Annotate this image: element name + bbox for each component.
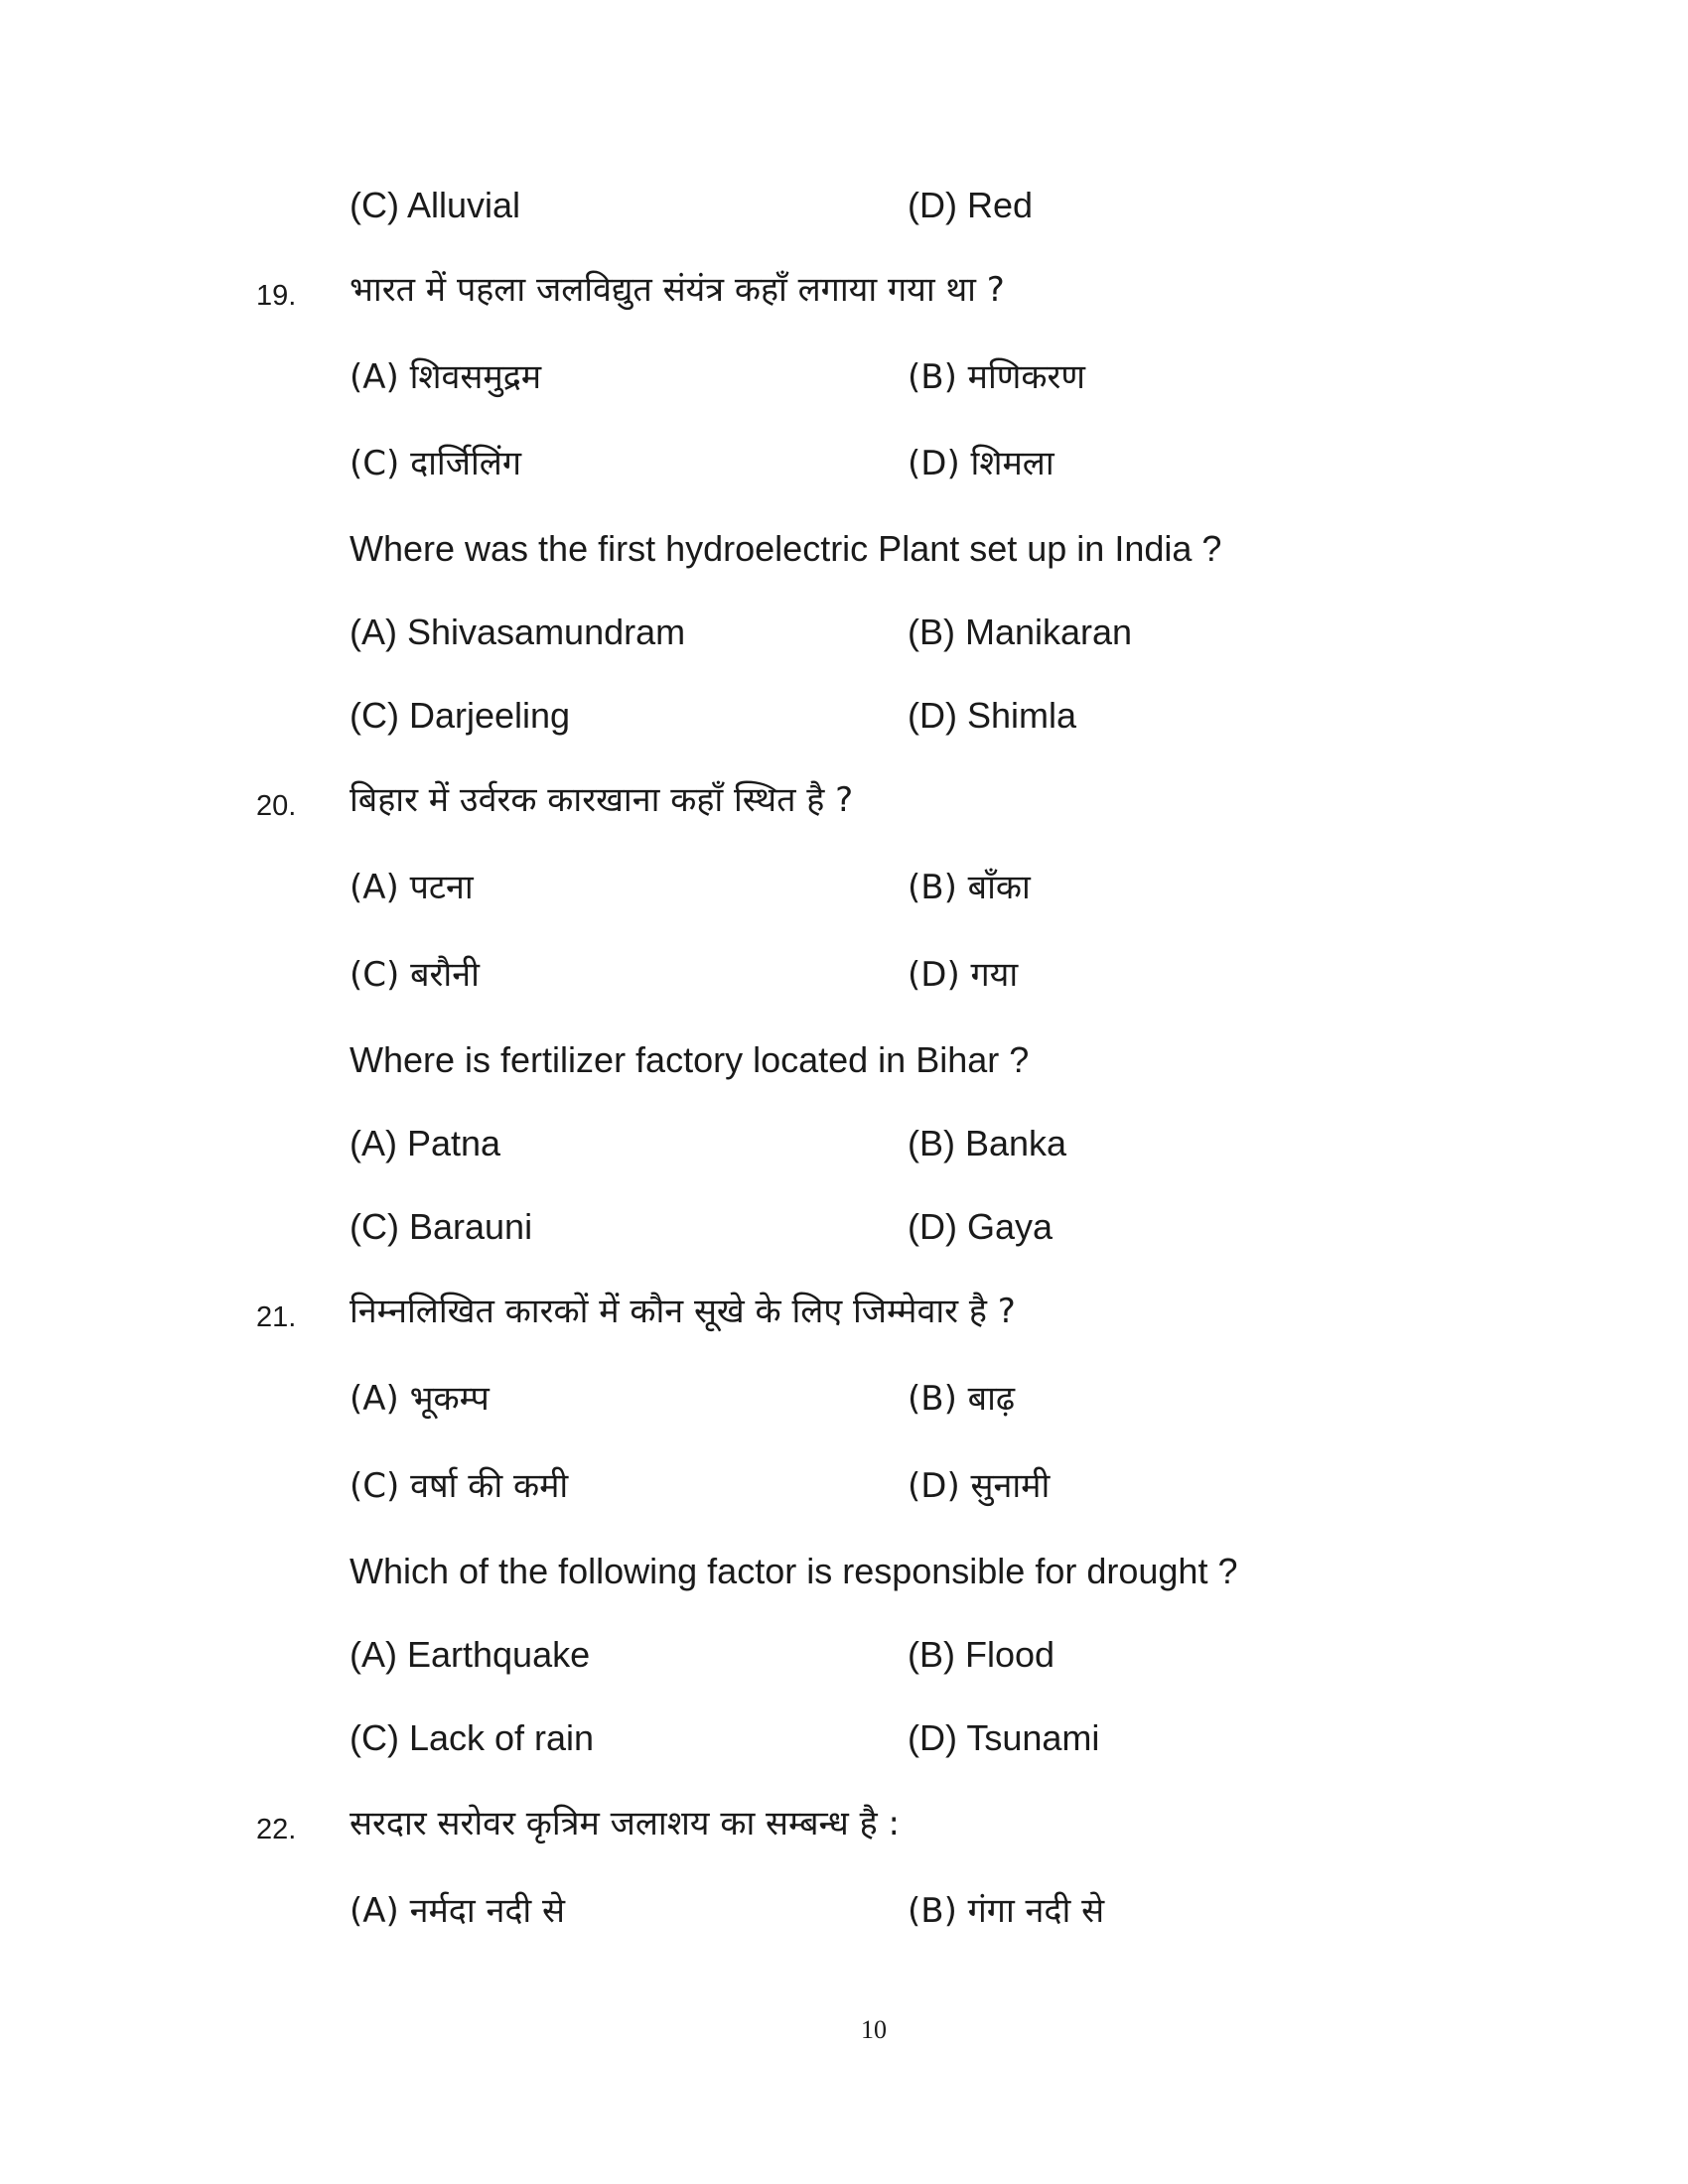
english-question: Which of the following factor is responsible for drought ?	[350, 1551, 1238, 1591]
option-d: (D) Red	[908, 185, 1034, 225]
hindi-option-b: (B) गंगा नदी से	[908, 1891, 1105, 1931]
english-option-b: (B) Flood	[908, 1634, 1055, 1675]
hindi-question: बिहार में उर्वरक कारखाना कहाँ स्थित है ?	[350, 780, 854, 820]
option-c: (C) Alluvial	[350, 185, 521, 225]
hindi-option-d: (D) सुनामी	[908, 1466, 1051, 1506]
question-number: 20.	[256, 790, 297, 822]
hindi-option-a: (A) नर्मदा नदी से	[350, 1891, 565, 1931]
english-option-a: (A) Earthquake	[350, 1634, 591, 1675]
hindi-option-d: (D) गया	[908, 955, 1019, 995]
english-option-d: (D) Tsunami	[908, 1717, 1100, 1758]
english-option-a: (A) Shivasamundram	[350, 612, 686, 652]
english-option-c: (C) Darjeeling	[350, 695, 571, 736]
hindi-option-b: (B) बाँका	[908, 868, 1031, 907]
english-option-d: (D) Gaya	[908, 1206, 1054, 1247]
english-option-b: (B) Manikaran	[908, 612, 1133, 652]
hindi-option-a: (A) पटना	[350, 868, 474, 907]
question-number: 22.	[256, 1814, 297, 1845]
question-number: 21.	[256, 1301, 297, 1333]
english-question: Where was the first hydroelectric Plant set up in India ?	[350, 528, 1222, 569]
hindi-option-d: (D) शिमला	[908, 444, 1055, 483]
hindi-question: सरदार सरोवर कृत्रिम जलाशय का सम्बन्ध है :	[350, 1804, 900, 1843]
english-option-a: (A) Patna	[350, 1123, 501, 1163]
hindi-option-c: (C) दार्जिलिंग	[350, 444, 521, 483]
hindi-question: भारत में पहला जलविद्युत संयंत्र कहाँ लगाया गया था ?	[350, 270, 1005, 310]
english-option-b: (B) Banka	[908, 1123, 1067, 1163]
hindi-option-b: (B) मणिकरण	[908, 357, 1085, 397]
hindi-option-a: (A) शिवसमुद्रम	[350, 357, 542, 397]
question-number: 19.	[256, 280, 297, 312]
hindi-option-a: (A) भूकम्प	[350, 1379, 490, 1419]
hindi-option-c: (C) वर्षा की कमी	[350, 1466, 569, 1506]
english-option-c: (C) Lack of rain	[350, 1717, 595, 1758]
page-number: 10	[861, 2015, 887, 2044]
english-option-c: (C) Barauni	[350, 1206, 533, 1247]
hindi-option-c: (C) बरौनी	[350, 955, 480, 995]
english-question: Where is fertilizer factory located in Bihar ?	[350, 1039, 1030, 1080]
hindi-option-b: (B) बाढ़	[908, 1379, 1016, 1419]
hindi-question: निम्नलिखित कारकों में कौन सूखे के लिए जिम्मेवार है ?	[350, 1292, 1016, 1331]
english-option-d: (D) Shimla	[908, 695, 1077, 736]
